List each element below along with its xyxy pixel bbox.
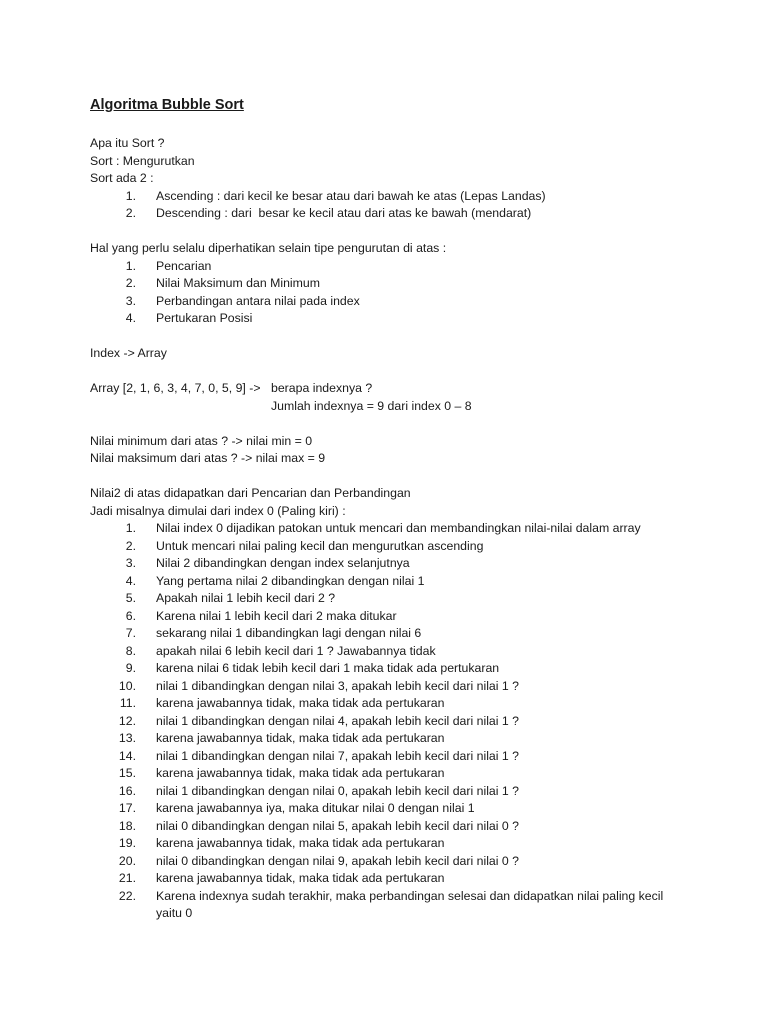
step-number: 11. [119, 696, 136, 710]
list-item: 2. Nilai Maksimum dan Minimum [125, 276, 320, 290]
step-number: 2. [125, 538, 136, 553]
array-text: Array [2, 1, 6, 3, 4, 7, 0, 5, 9] -> [90, 381, 261, 395]
list-item: 4. Pertukaran Posisi [125, 311, 253, 325]
array-line [90, 380, 680, 398]
page-title: Algoritma Bubble Sort [90, 97, 244, 113]
list-item [90, 853, 680, 871]
process-line-2: Jadi misalnya dimulai dari index 0 (Paling kiri) : [90, 503, 346, 518]
step-text: Apakah nilai 1 lebih kecil dari 2 ? [156, 591, 336, 605]
step-text: karena nilai 6 tidak lebih kecil dari 1 maka tidak ada pertukaran [156, 661, 500, 675]
step-text: Karena indexnya sudah terakhir, maka perbandingan selesai dan didapatkan nilai paling kecil yaitu 0 [156, 888, 667, 920]
step-number: 18. [118, 818, 136, 833]
process-line-1: Nilai2 di atas didapatkan dari Pencarian dan Perbandingan [90, 486, 411, 500]
step-number: 4. [125, 573, 136, 588]
step-number: 7. [125, 626, 136, 640]
list-item: 1. Ascending : dari kecil ke besar atau dari bawah ke atas (Lepas Landas) [125, 188, 546, 203]
notes-list [90, 258, 680, 328]
step-text: Yang pertama nilai 2 dibandingkan dengan nilai 1 [156, 573, 425, 588]
list-item: 3. Perbandingan antara nilai pada index [125, 293, 360, 308]
list-item [90, 748, 680, 766]
list-item [90, 695, 680, 713]
list-item [90, 643, 680, 661]
min-line: Nilai minimum dari atas ? -> nilai min = 0 [90, 433, 313, 448]
list-item [90, 660, 680, 678]
list-item [90, 818, 680, 836]
step-number: 3. [125, 556, 136, 570]
step-text: Nilai index 0 dijadikan patokan untuk mencari dan membandingkan nilai-nilai dalam array [156, 521, 641, 535]
array-index-count: Jumlah indexnya = 9 dari index 0 – 8 [271, 398, 472, 413]
step-text: karena jawabannya tidak, maka tidak ada pertukaran [156, 766, 445, 780]
step-text: karena jawabannya tidak, maka tidak ada pertukaran [156, 836, 445, 850]
step-number: 5. [125, 591, 136, 605]
step-number: 21. [118, 871, 136, 885]
step-text: nilai 1 dibandingkan dengan nilai 0, apakah lebih kecil dari nilai 1 ? [156, 783, 520, 798]
step-number: 12. [118, 713, 136, 728]
step-number: 1. [125, 521, 136, 535]
step-text: karena jawabannya iya, maka ditukar nilai 0 dengan nilai 1 [156, 801, 475, 815]
step-text: nilai 1 dibandingkan dengan nilai 7, apakah lebih kecil dari nilai 1 ? [156, 748, 520, 763]
step-text: sekarang nilai 1 dibandingkan lagi dengan nilai 6 [156, 626, 422, 640]
step-number: 6. [125, 608, 136, 623]
list-item [90, 870, 680, 888]
list-item [90, 765, 680, 783]
step-number: 13. [118, 731, 136, 745]
list-item [90, 800, 680, 818]
list-item [90, 608, 680, 626]
list-item [90, 678, 680, 696]
array-question: berapa indexnya ? [271, 381, 373, 395]
document-body [90, 96, 680, 923]
index-line: Index -> Array [90, 346, 167, 360]
step-number: 17. [118, 801, 136, 815]
list-item [90, 625, 680, 643]
step-number: 20. [118, 853, 136, 868]
step-number: 14. [118, 748, 136, 763]
list-item: 2. Descending : dari besar ke kecil atau dari atas ke bawah (mendarat) [125, 206, 532, 220]
step-text: karena jawabannya tidak, maka tidak ada pertukaran [156, 871, 445, 885]
list-item [90, 590, 680, 608]
sort-types-list [90, 188, 680, 223]
list-item [90, 835, 680, 853]
list-item [90, 555, 680, 573]
list-item: 1. Pencarian [125, 258, 212, 273]
step-number: 16. [118, 783, 136, 798]
step-text: nilai 0 dibandingkan dengan nilai 9, apakah lebih kecil dari nilai 0 ? [156, 853, 520, 868]
step-text: Untuk mencari nilai paling kecil dan mengurutkan ascending [156, 538, 484, 553]
step-text: Karena nilai 1 lebih kecil dari 2 maka ditukar [156, 608, 397, 623]
step-text: nilai 1 dibandingkan dengan nilai 3, apakah lebih kecil dari nilai 1 ? [156, 678, 520, 693]
list-item [90, 520, 680, 538]
step-text: nilai 1 dibandingkan dengan nilai 4, apakah lebih kecil dari nilai 1 ? [156, 713, 520, 728]
step-number: 19. [118, 836, 136, 850]
list-item [90, 730, 680, 748]
step-number: 9. [125, 661, 136, 675]
notes-heading: Hal yang perlu selalu diperhatikan selain tipe pengurutan di atas : [90, 241, 447, 255]
list-item [90, 888, 680, 923]
max-line: Nilai maksimum dari atas ? -> nilai max = 9 [90, 451, 326, 465]
list-item [90, 783, 680, 801]
intro-count: Sort ada 2 : [90, 171, 154, 185]
intro-definition: Sort : Mengurutkan [90, 153, 195, 168]
step-text: apakah nilai 6 lebih kecil dari 1 ? Jawabannya tidak [156, 643, 436, 658]
step-text: Nilai 2 dibandingkan dengan index selanjutnya [156, 556, 410, 570]
step-text: nilai 0 dibandingkan dengan nilai 5, apakah lebih kecil dari nilai 0 ? [156, 818, 520, 833]
steps-list [90, 520, 680, 923]
list-item [90, 538, 680, 556]
step-text: karena jawabannya tidak, maka tidak ada pertukaran [156, 731, 445, 745]
step-number: 10. [118, 678, 136, 693]
intro-question: Apa itu Sort ? [90, 136, 165, 150]
step-number: 8. [125, 643, 136, 658]
step-number: 22. [118, 888, 136, 903]
step-text: karena jawabannya tidak, maka tidak ada pertukaran [156, 696, 445, 710]
step-number: 15. [118, 766, 136, 780]
list-item [90, 713, 680, 731]
list-item [90, 573, 680, 591]
